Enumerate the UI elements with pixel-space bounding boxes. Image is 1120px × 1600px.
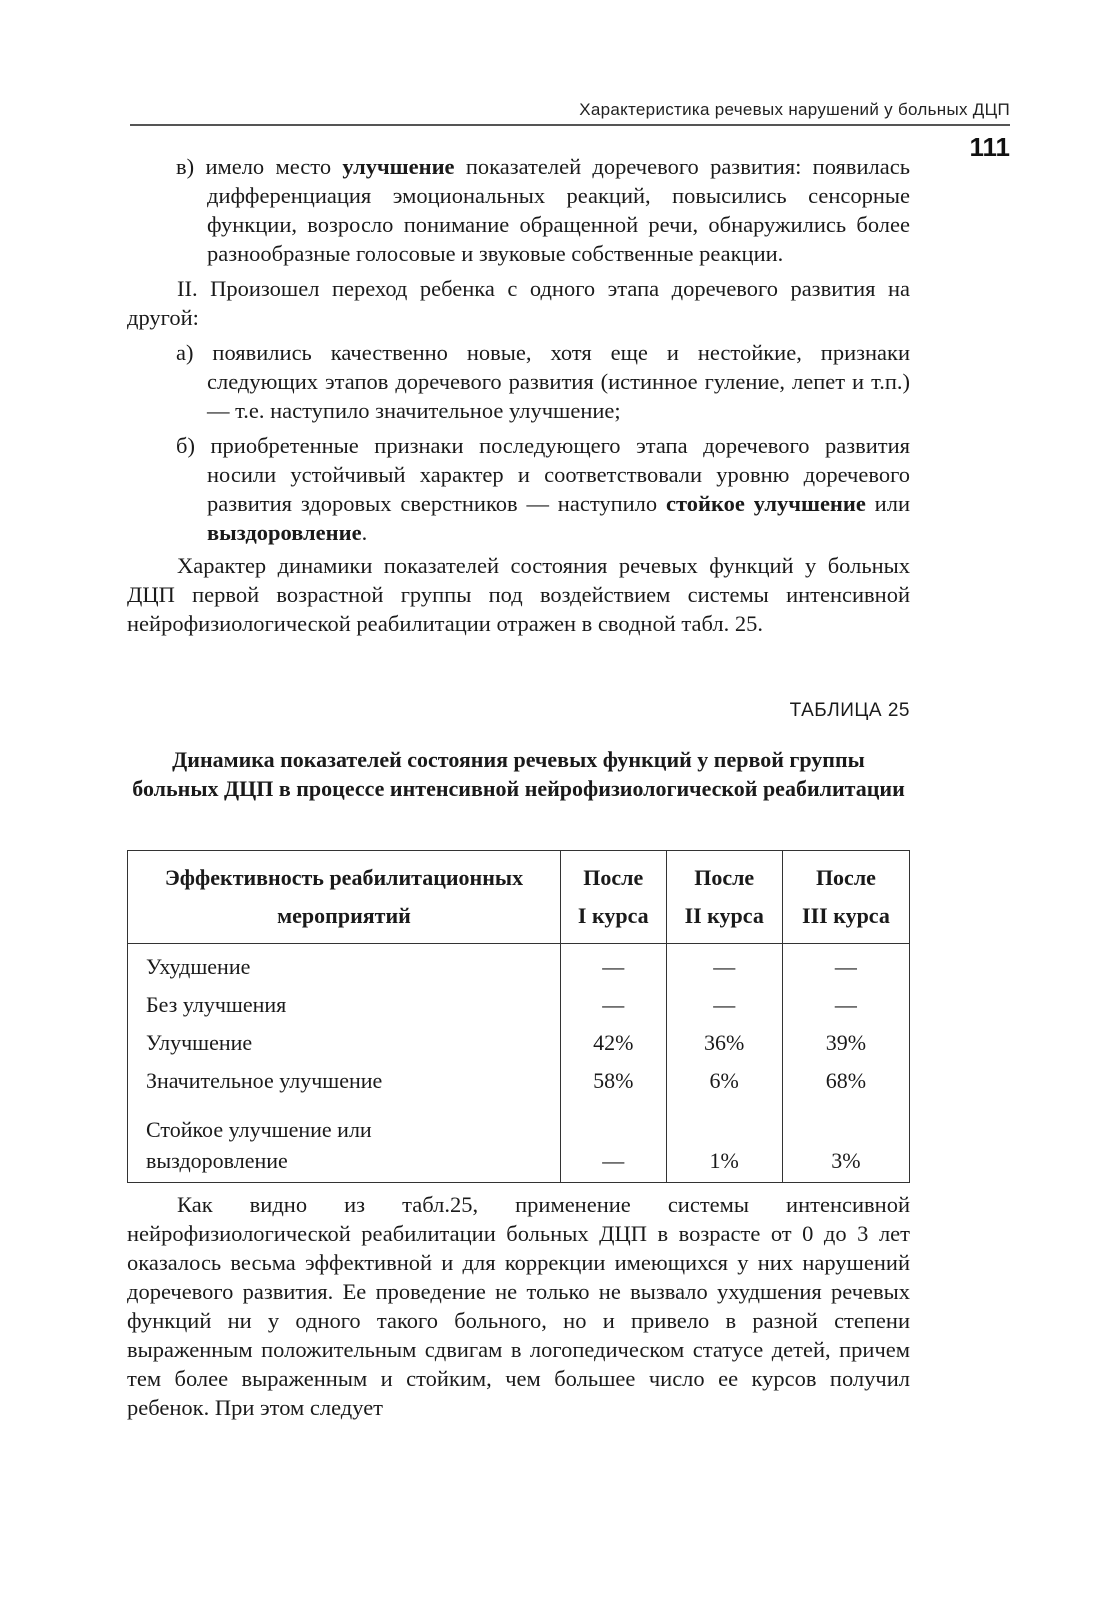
running-header xyxy=(130,100,1010,126)
header-course-3 xyxy=(782,851,909,944)
row-label: Без улучшения xyxy=(128,986,561,1024)
paragraph-summary: Характер динамики показателей состояния речевых функций у больных ДЦП первой возрастной группы под воздействием системы интенсивной нейрофизиологической реабилитации отражен в сводной табл. 25. xyxy=(127,553,910,636)
table-row xyxy=(128,1062,910,1100)
item-b-mid: или xyxy=(865,491,910,516)
cell-course-3: — xyxy=(782,986,909,1024)
table-row xyxy=(128,986,910,1024)
table-header-row xyxy=(128,851,910,944)
cell-course-3: 68% xyxy=(782,1062,909,1100)
list-item-b xyxy=(127,431,910,547)
header-col4-line1: После xyxy=(815,865,876,890)
paragraph-II: II. Произошел переход ребенка с одного этапа доречевого развития на другой: xyxy=(127,276,910,330)
results-table xyxy=(127,850,910,1183)
cell-course-1: — xyxy=(561,1100,667,1183)
paragraph-conclusion: Как видно из табл.25, применение системы интенсивной нейрофизиологической реабилитации больных ДЦП в возрасте от 0 до 3 лет оказалось весьма эффективной и для коррекции имеющихся у них нарушений доречевого развития. Ее проведение не только не вызвало ухудшения речевых функций ни у одного такого больного, но и привело в разной степени выраженным положительным сдвигам в логопедическом статусе детей, причем тем более выраженным и стойким, чем большее число ее курсов получил ребенок. При этом следует xyxy=(127,1192,910,1420)
cell-course-1: 58% xyxy=(561,1062,667,1100)
text-block-top xyxy=(127,152,910,638)
header-col1-line2: мероприятий xyxy=(277,903,411,928)
header-effectiveness xyxy=(128,851,561,944)
header-course-1 xyxy=(561,851,667,944)
cell-course-3: — xyxy=(782,944,909,987)
item-v-prefix: в) имело место xyxy=(176,154,343,179)
table-title: Динамика показателей состояния речевых функций у первой группы больных ДЦП в процессе интенсивной нейрофизиологической реабилитации xyxy=(132,747,905,801)
table-row xyxy=(128,1024,910,1062)
item-b-end: . xyxy=(361,520,368,545)
row-label-line2: выздоровление xyxy=(146,1148,288,1173)
item-b-bold1: стойкое улучшение xyxy=(666,491,866,516)
cell-course-2: — xyxy=(666,986,782,1024)
header-col2-line1: После xyxy=(583,865,644,890)
header-col3-line1: После xyxy=(694,865,755,890)
header-col3-line2: II курса xyxy=(684,903,764,928)
item-v-bold: улучшение xyxy=(342,154,455,179)
row-label: Улучшение xyxy=(128,1024,561,1062)
row-label-line1: Стойкое улучшение или xyxy=(146,1117,372,1142)
text-block-bottom xyxy=(127,1190,910,1422)
header-col2-line2: I курса xyxy=(577,903,649,928)
cell-course-1: — xyxy=(561,986,667,1024)
table-label: ТАБЛИЦА 25 xyxy=(789,700,910,721)
header-col4-line2: III курса xyxy=(802,903,890,928)
page-number: 111 xyxy=(969,132,1010,162)
row-label: Значительное улучшение xyxy=(128,1062,561,1100)
list-item-a: а) появились качественно новые, хотя еще и нестойкие, признаки следующих этапов доречевого развития (истинное гуление, лепет и т.п.) — т.е. наступило значительное улучшение; xyxy=(176,340,910,423)
item-v-rest: показателей доречевого развития: появилась дифференциация эмоциональных реакций, повысились сенсорные функции, возросло понимание обращенной речи, обнаружились более разнообразные голосовые и звуковые собственные реакции. xyxy=(207,154,910,266)
cell-course-1: — xyxy=(561,944,667,987)
table-row xyxy=(128,944,910,987)
item-b-bold2: выздоровление xyxy=(207,520,362,545)
cell-course-2: 36% xyxy=(666,1024,782,1062)
header-col1-line1: Эффективность реабилитационных xyxy=(164,865,524,890)
row-label xyxy=(128,1100,561,1183)
cell-course-3: 39% xyxy=(782,1024,909,1062)
running-title: Характеристика речевых нарушений у больных ДЦП xyxy=(579,100,1010,119)
table-row xyxy=(128,1100,910,1183)
cell-course-3: 3% xyxy=(782,1100,909,1183)
cell-course-2: — xyxy=(666,944,782,987)
cell-course-1: 42% xyxy=(561,1024,667,1062)
list-item-v xyxy=(127,152,910,268)
row-label: Ухудшение xyxy=(128,944,561,987)
cell-course-2: 1% xyxy=(666,1100,782,1183)
item-b-prefix: б) приобретенные признаки последующего этапа доречевого развития носили устойчивый характер и соответствовали уровню доречевого развития здоровых сверстников — наступило xyxy=(176,433,910,516)
header-course-2 xyxy=(666,851,782,944)
cell-course-2: 6% xyxy=(666,1062,782,1100)
